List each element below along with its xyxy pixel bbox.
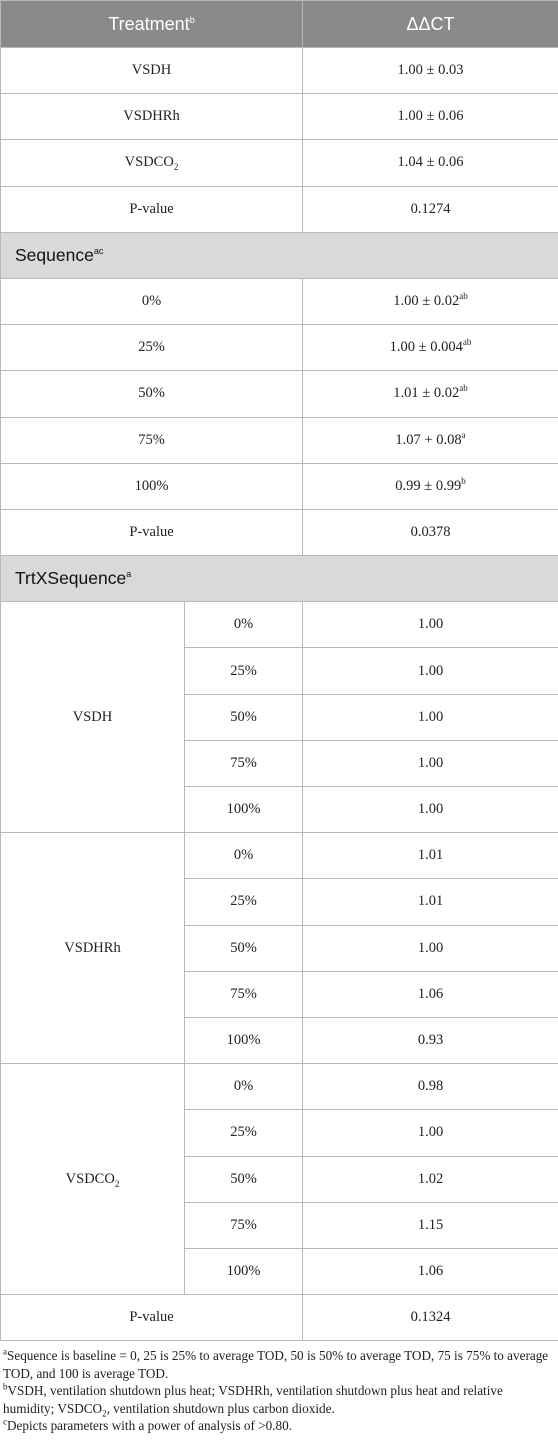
interaction-value: 1.00 xyxy=(417,754,444,771)
treatment-value-cell xyxy=(303,186,558,232)
sequence-row xyxy=(1,417,558,463)
interaction-sequence-cell xyxy=(185,787,303,833)
interaction-sequence-cell xyxy=(185,1064,303,1110)
treatment-header: Treatment$^b$ xyxy=(1,1,303,48)
treatment-row xyxy=(1,94,558,140)
treatment-row xyxy=(1,48,558,94)
pvalue-label: P-value xyxy=(129,1309,174,1326)
sequence-row xyxy=(1,509,558,555)
treatment-row xyxy=(1,140,558,186)
interaction-sequence-cell xyxy=(185,694,303,740)
interaction-pvalue-row xyxy=(1,1295,558,1341)
interaction-value-cell xyxy=(303,879,558,925)
sequence-value: 1.01 ± 0.02 xyxy=(393,385,460,402)
interaction-value: 1.01 xyxy=(417,893,444,910)
interaction-sequence: 50% xyxy=(230,708,257,725)
interaction-treatment: VSDCO xyxy=(65,1170,115,1187)
interaction-sequence-cell xyxy=(185,1110,303,1156)
interaction-value: 1.00 xyxy=(417,801,444,818)
treatment-name-cell xyxy=(1,48,303,94)
interaction-value-cell xyxy=(303,1156,558,1202)
treatment-name: P-value xyxy=(129,200,174,217)
interaction-section-header xyxy=(1,556,558,602)
pvalue-value: 0.1324 xyxy=(410,1309,451,1326)
interaction-value: 1.01 xyxy=(417,847,444,864)
sequence-value-cell xyxy=(303,371,558,417)
interaction-sequence-cell xyxy=(185,925,303,971)
sequence-superscript: ab xyxy=(462,337,472,348)
interaction-sequence: 0% xyxy=(233,847,254,864)
sequence-row xyxy=(1,371,558,417)
sequence-name: 75% xyxy=(138,431,165,448)
sequence-name: 50% xyxy=(138,385,165,402)
interaction-sequence: 75% xyxy=(230,985,257,1002)
sequence-value: 1.00 ± 0.004 xyxy=(389,339,463,356)
interaction-sequence: 25% xyxy=(230,893,257,910)
sequence-row xyxy=(1,463,558,509)
interaction-treatment-cell xyxy=(1,602,185,833)
sequence-name: 100% xyxy=(134,477,169,494)
treatment-row xyxy=(1,186,558,232)
sequence-value-cell xyxy=(303,417,558,463)
sequence-name: 25% xyxy=(138,339,165,356)
footnote-b: $^b$VSDH, ventilation shutdown plus heat; VSDHRh, ventilation shutdown plus heat and relative humidity; $VSDCO_2$, ventilation shutdown plus carbon dioxide. xyxy=(3,1381,503,1419)
treatment-name-cell xyxy=(1,94,303,140)
interaction-value: 1.02 xyxy=(417,1170,444,1187)
section-row xyxy=(1,232,558,278)
sequence-name: 0% xyxy=(141,293,162,310)
treatment-name-cell xyxy=(1,140,303,186)
interaction-sequence: 75% xyxy=(230,754,257,771)
interaction-sequence-cell xyxy=(185,1202,303,1248)
interaction-sequence: 100% xyxy=(226,1262,261,1279)
interaction-value-cell xyxy=(303,1248,558,1294)
sequence-name-cell xyxy=(1,463,303,509)
interaction-sequence: 100% xyxy=(226,801,261,818)
section-row xyxy=(1,556,558,602)
interaction-row xyxy=(1,1064,558,1110)
interaction-sequence-cell xyxy=(185,648,303,694)
treatment-value-cell xyxy=(303,140,558,186)
interaction-value-cell xyxy=(303,1017,558,1063)
footnote-a: $^a$Sequence is baseline = 0, 25 is 25% to average TOD, 50 is 50% to average TOD, 75 is 75% to average TOD, and 100 is average TOD. xyxy=(3,1346,549,1381)
treatment-value-cell xyxy=(303,48,558,94)
interaction-treatment-cell xyxy=(1,833,185,1064)
treatment-name: VSDHRh xyxy=(123,108,180,125)
sequence-value-cell xyxy=(303,325,558,371)
header-row xyxy=(1,1,558,48)
treatment-value: 1.00 ± 0.03 xyxy=(397,62,464,79)
interaction-sequence: 50% xyxy=(230,939,257,956)
footnotes xyxy=(0,1341,558,1434)
sequence-superscript: ab xyxy=(459,291,468,302)
ddct-header: ΔΔCT xyxy=(303,1,558,48)
interaction-row xyxy=(1,602,558,648)
interaction-sequence-cell xyxy=(185,740,303,786)
sequence-value: 0.0378 xyxy=(410,523,451,540)
treatment-name: VSDCO xyxy=(124,154,174,171)
interaction-treatment-subscript: 2 xyxy=(114,1178,120,1189)
sequence-value-cell xyxy=(303,463,558,509)
treatment-name: VSDH xyxy=(131,62,172,79)
interaction-value: 1.06 xyxy=(417,985,444,1002)
treatment-value: 0.1274 xyxy=(410,200,451,217)
interaction-value-cell xyxy=(303,925,558,971)
interaction-value-cell xyxy=(303,833,558,879)
section-label: TrtXSequence xyxy=(15,568,127,589)
interaction-value-cell xyxy=(303,1110,558,1156)
section-label: Sequence xyxy=(15,244,94,265)
interaction-value: 1.06 xyxy=(417,1262,444,1279)
interaction-value: 1.00 xyxy=(417,616,444,633)
interaction-value-cell xyxy=(303,1202,558,1248)
treatment-value-cell xyxy=(303,94,558,140)
sequence-value-cell xyxy=(303,509,558,555)
interaction-row xyxy=(1,833,558,879)
interaction-value: 1.00 xyxy=(417,662,444,679)
treatment-name-cell xyxy=(1,186,303,232)
footnote-c: $^c$Depicts parameters with a power of analysis of >0.80. xyxy=(3,1416,293,1433)
sequence-name-cell xyxy=(1,509,303,555)
sequence-section-header xyxy=(1,232,558,278)
sequence-name-cell xyxy=(1,371,303,417)
interaction-value-cell xyxy=(303,740,558,786)
interaction-sequence-cell xyxy=(185,971,303,1017)
interaction-sequence-cell xyxy=(185,1017,303,1063)
sequence-name: P-value xyxy=(129,523,174,540)
interaction-sequence: 0% xyxy=(233,1078,254,1095)
sequence-row xyxy=(1,325,558,371)
section-superscript: ac xyxy=(93,246,104,257)
interaction-value-cell xyxy=(303,971,558,1017)
interaction-sequence: 50% xyxy=(230,1170,257,1187)
treatment-value: 1.00 ± 0.06 xyxy=(397,108,464,125)
interaction-sequence-cell xyxy=(185,1156,303,1202)
interaction-value-cell xyxy=(303,694,558,740)
interaction-value-cell xyxy=(303,1064,558,1110)
interaction-value: 1.00 xyxy=(417,939,444,956)
interaction-sequence-cell xyxy=(185,1248,303,1294)
interaction-value: 1.00 xyxy=(417,708,444,725)
pvalue-label-cell xyxy=(1,1295,303,1341)
interaction-value-cell xyxy=(303,787,558,833)
interaction-sequence: 0% xyxy=(233,616,254,633)
sequence-superscript: ab xyxy=(459,383,468,394)
sequence-value: 1.00 ± 0.02 xyxy=(393,293,460,310)
interaction-sequence-cell xyxy=(185,879,303,925)
interaction-treatment: VSDHRh xyxy=(64,939,121,956)
interaction-value-cell xyxy=(303,648,558,694)
table-body xyxy=(1,48,558,1341)
interaction-sequence: 100% xyxy=(226,1032,261,1049)
interaction-sequence: 25% xyxy=(230,662,257,679)
sequence-name-cell xyxy=(1,325,303,371)
interaction-value: 0.93 xyxy=(417,1032,444,1049)
interaction-value: 1.00 xyxy=(417,1124,444,1141)
sequence-value-cell xyxy=(303,278,558,324)
interaction-sequence-cell xyxy=(185,602,303,648)
section-superscript: a xyxy=(126,569,132,580)
sequence-value: 1.07 + 0.08 xyxy=(395,431,462,448)
sequence-superscript: b xyxy=(461,475,466,486)
treatment-value: 1.04 ± 0.06 xyxy=(397,154,464,171)
treatment-subscript: 2 xyxy=(173,162,179,173)
sequence-value: 0.99 ± 0.99 xyxy=(395,477,462,494)
pvalue-value-cell xyxy=(303,1295,558,1341)
interaction-treatment-cell xyxy=(1,1064,185,1295)
interaction-sequence-cell xyxy=(185,833,303,879)
sequence-superscript: a xyxy=(461,429,466,440)
sequence-row xyxy=(1,278,558,324)
sequence-name-cell xyxy=(1,278,303,324)
interaction-value-cell xyxy=(303,602,558,648)
sequence-name-cell xyxy=(1,417,303,463)
interaction-value: 1.15 xyxy=(417,1216,444,1233)
interaction-sequence: 25% xyxy=(230,1124,257,1141)
interaction-value: 0.98 xyxy=(417,1078,444,1095)
interaction-sequence: 75% xyxy=(230,1216,257,1233)
interaction-treatment: VSDH xyxy=(72,708,113,725)
